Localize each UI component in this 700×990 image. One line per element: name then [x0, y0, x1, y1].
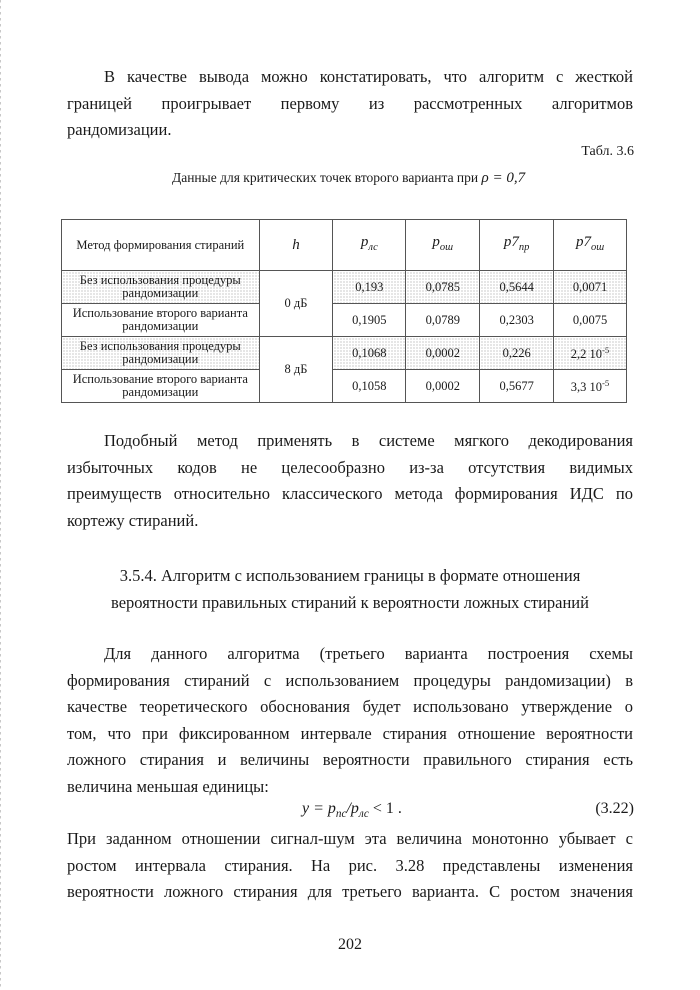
cell-value: 0,1058: [333, 370, 406, 403]
cell-value: 0,226: [480, 337, 554, 370]
text-line: том, что при фиксированном интервале стирания отношение вероятности: [67, 723, 633, 743]
cell-value: 0,2303: [480, 304, 554, 337]
formula-rhs: < 1 .: [368, 800, 402, 817]
cell-value: 0,0075: [554, 304, 627, 337]
cell-value: 0,0002: [406, 337, 480, 370]
header-p7-osh-sub: ош: [590, 242, 605, 253]
header-h: h: [259, 220, 333, 271]
table-row: [62, 370, 627, 403]
formula-divider: /p: [346, 800, 359, 817]
header-method: Метод формирования стираний: [62, 220, 260, 271]
cell-value: [554, 337, 627, 370]
cell-value: 0,193: [333, 271, 406, 304]
text-line: ложного стирания и величины вероятности правильного стирания есть: [67, 750, 633, 769]
header-p7-pr-base: p7: [503, 234, 519, 250]
cell-method: Без использования процедуры рандомизации: [62, 271, 260, 304]
table-caption-text: Данные для критических точек второго варианта при: [172, 170, 479, 185]
formula-lhs: y = p: [302, 800, 336, 817]
cell-h: 8 дБ: [259, 337, 333, 403]
cell-method: Без использования процедуры рандомизации: [62, 337, 260, 370]
paragraph-soft-decoding: [67, 428, 633, 534]
header-p-ls: [333, 220, 406, 271]
header-p-ls-sub: лс: [368, 242, 378, 253]
header-p-osh-base: p: [432, 234, 440, 250]
text-line: В качестве вывода можно констатировать, что алгоритм с жесткой: [104, 67, 633, 86]
header-p-osh: [406, 220, 480, 271]
table-caption-math: ρ = 0,7: [481, 170, 526, 186]
cell-value: 0,0789: [406, 304, 480, 337]
formula-number: (3.22): [595, 800, 634, 817]
cell-value: 0,1905: [333, 304, 406, 337]
text-line: границей проигрывает первому из рассмотренных алгоритмов: [67, 93, 633, 113]
section-heading: [67, 562, 633, 616]
formula-expression: [302, 800, 402, 820]
cell-method: Использование второго варианта рандомизации: [62, 370, 260, 403]
cell-method: Использование второго варианта рандомизации: [62, 304, 260, 337]
section-heading-line: 3.5.4. Алгоритм с использованием границы в формате отношения: [119, 566, 581, 585]
page-number: 202: [338, 936, 362, 953]
text-line: качестве теоретического обоснования будет использовано утверждение о: [67, 697, 633, 716]
cell-value: [554, 370, 627, 403]
table-header-row: [62, 220, 627, 271]
cell-value: 0,5644: [480, 271, 554, 304]
cell-h: 0 дБ: [259, 271, 333, 337]
table-number: Табл. 3.6: [581, 144, 634, 159]
header-p7-osh-base: p7: [575, 234, 591, 250]
header-p7-pr-sub: пр: [518, 242, 530, 253]
header-p7-osh: [554, 220, 627, 271]
header-p-ls-base: p: [360, 234, 369, 250]
cell-value: 0,0002: [406, 370, 480, 403]
cell-value: 0,0071: [554, 271, 627, 304]
text-line: формирования стираний с использованием процедуры рандомизации) в: [67, 670, 633, 690]
cell-value-exp: -5: [602, 378, 610, 389]
data-table: [61, 219, 627, 403]
paragraph-conclusion: [67, 64, 633, 144]
header-p7-pr: [480, 220, 554, 271]
formula-sub-ls: лс: [358, 808, 369, 821]
formula-3-22: [0, 798, 700, 824]
cell-value: 0,1068: [333, 337, 406, 370]
section-heading-line: вероятности правильных стираний к вероятности ложных стираний: [111, 593, 589, 612]
cell-value-exp: -5: [602, 345, 610, 356]
text-line: вероятности ложного стирания для третьего варианта. С ростом значения: [67, 882, 633, 901]
paragraph-algorithm: [67, 641, 633, 800]
paragraph-monotonic: [67, 826, 633, 906]
text-line: избыточных кодов не целесообразно из-за отсутствия видимых: [67, 457, 633, 477]
text-line: кортежу стираний.: [67, 510, 199, 530]
table-row: [62, 271, 627, 304]
text-line: Подобный метод применять в системе мягкого декодирования: [104, 431, 633, 450]
text-line: Для данного алгоритма (третьего варианта построения схемы: [104, 644, 633, 663]
text-line: При заданном отношении сигнал-шум эта величина монотонно убывает с: [67, 829, 633, 848]
cell-value-base: 2,2 10: [570, 347, 602, 362]
table-row: [62, 337, 627, 370]
cell-value-base: 3,3 10: [570, 380, 602, 395]
text-line: преимуществ относительно классического метода формирования ИДС по: [67, 484, 633, 503]
text-line: величина меньшая единицы:: [67, 776, 269, 796]
page-edge: [0, 0, 6, 990]
cell-value: 0,5677: [480, 370, 554, 403]
text-line: рандомизации.: [67, 120, 172, 139]
text-line: ростом интервала стирания. На рис. 3.28 представлены изменения: [67, 855, 633, 875]
cell-value: 0,0785: [406, 271, 480, 304]
table-caption: [172, 170, 525, 187]
header-p-osh-sub: ош: [439, 242, 454, 253]
formula-sub-ps: пс: [335, 808, 347, 821]
table-row: [62, 304, 627, 337]
